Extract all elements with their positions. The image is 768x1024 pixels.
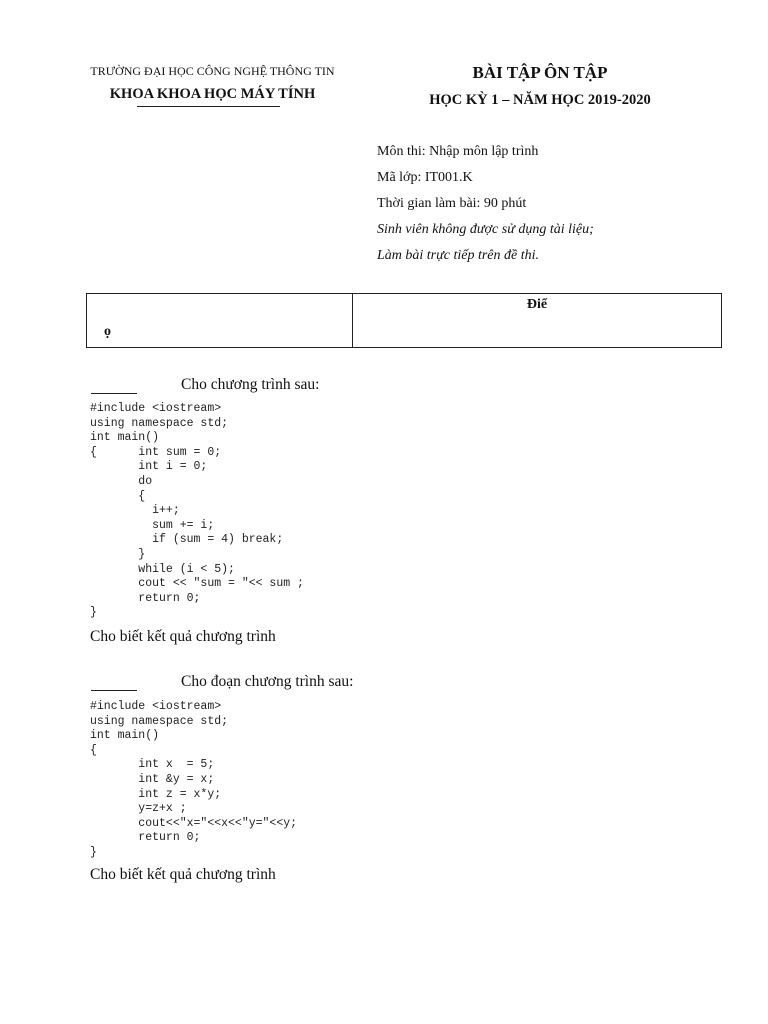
score-table-right-label: Điể <box>526 297 548 312</box>
question-2-code: #include <iostream> using namespace std; int main() { int x = 5; int &y = x; int z = x*y; y=z+x ; cout<<"x="<<x<<"y="<<y; return 0; } <box>90 700 298 859</box>
question-2-ask: Cho biết kết quả chương trình <box>90 866 276 883</box>
document-subtitle: HỌC KỲ 1 – NĂM HỌC 2019-2020 <box>429 92 651 108</box>
university-name: TRƯỜNG ĐẠI HỌC CÔNG NGHỆ THÔNG TIN <box>90 64 335 78</box>
question-1-prompt: Cho chương trình sau: <box>181 376 320 393</box>
rule-note-2: Làm bài trực tiếp trên đề thi. <box>377 248 540 263</box>
question-2-prompt: Cho đoạn chương trình sau: <box>181 673 354 690</box>
duration-line: Thời gian làm bài: 90 phút <box>377 196 527 211</box>
document-title: BÀI TẬP ÔN TẬP <box>472 63 608 82</box>
question-1-number-blank <box>91 393 137 394</box>
rule-note-1: Sinh viên không được sử dụng tài liệu; <box>377 222 594 237</box>
faculty-underline <box>137 106 280 107</box>
score-table-left-label: ọ <box>104 324 111 339</box>
class-code-line: Mã lớp: IT001.K <box>377 170 473 185</box>
faculty-name: KHOA KHOA HỌC MÁY TÍNH <box>109 86 316 102</box>
question-1-code: #include <iostream> using namespace std; int main() { int sum = 0; int i = 0; do { i++; sum += i; if (sum = 4) break; } while (i < 5); cout << "sum = "<< sum ; return 0; } <box>90 402 304 620</box>
question-1-ask: Cho biết kết quả chương trình <box>90 628 276 645</box>
subject-line: Môn thi: Nhập môn lập trình <box>377 144 539 159</box>
question-2-number-blank <box>91 690 137 691</box>
